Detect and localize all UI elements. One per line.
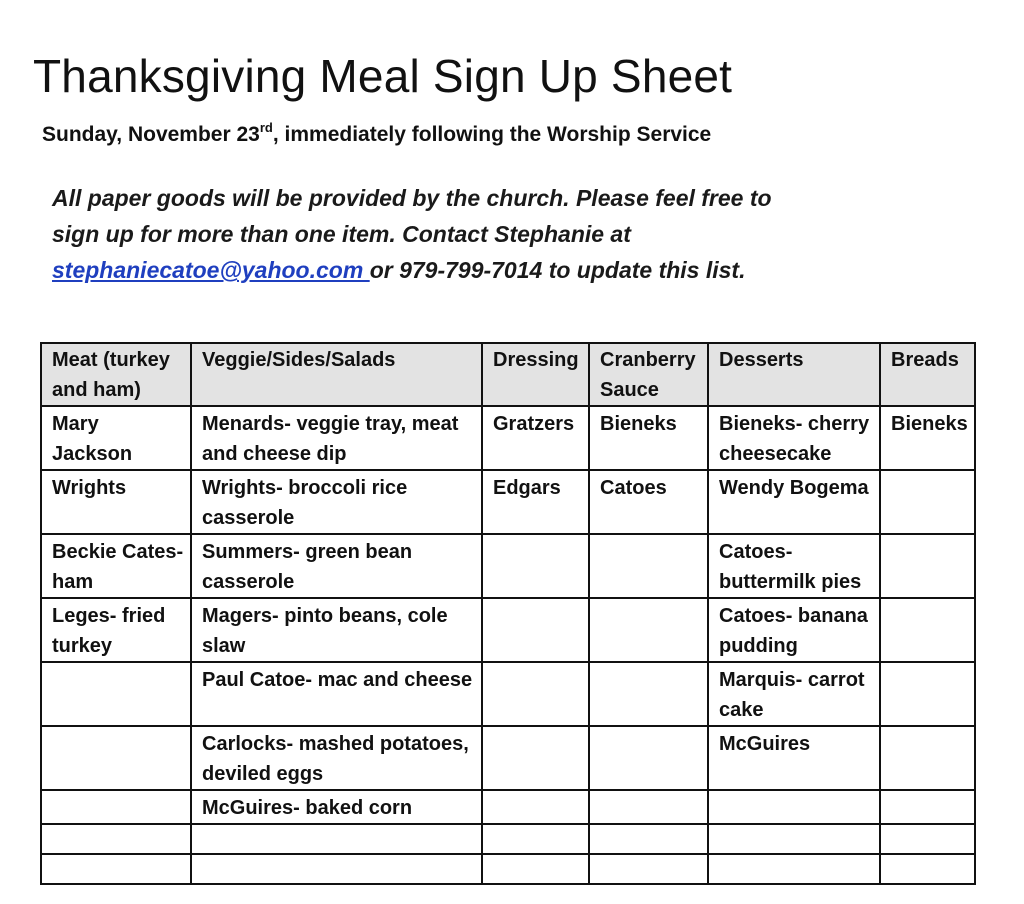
table-cell[interactable] xyxy=(41,662,191,726)
table-cell[interactable]: Bieneks xyxy=(589,406,708,470)
table-cell[interactable]: Catoes xyxy=(589,470,708,534)
table-row xyxy=(41,598,975,662)
table-cell[interactable]: Marquis- carrot cake xyxy=(708,662,880,726)
column-header-sides: Veggie/Sides/Salads xyxy=(191,343,482,406)
table-cell[interactable]: McGuires- baked corn xyxy=(191,790,482,824)
column-header-meat: Meat (turkey and ham) xyxy=(41,343,191,406)
note-line-1: All paper goods will be provided by the church. Please feel free to xyxy=(52,185,772,211)
table-cell[interactable] xyxy=(708,854,880,884)
table-cell[interactable]: Catoes- banana pudding xyxy=(708,598,880,662)
signup-table xyxy=(40,342,976,885)
table-cell[interactable]: Mary Jackson xyxy=(41,406,191,470)
table-cell[interactable]: Menards- veggie tray, meat and cheese dip xyxy=(191,406,482,470)
column-header-desserts: Desserts xyxy=(708,343,880,406)
table-cell[interactable] xyxy=(191,824,482,854)
table-cell[interactable] xyxy=(589,662,708,726)
table-cell[interactable] xyxy=(191,854,482,884)
table-cell[interactable] xyxy=(880,534,975,598)
contact-email-link[interactable]: stephaniecatoe@yahoo.com xyxy=(52,257,370,283)
table-row xyxy=(41,824,975,854)
table-cell[interactable]: Paul Catoe- mac and cheese xyxy=(191,662,482,726)
table-cell[interactable] xyxy=(482,790,589,824)
table-cell[interactable] xyxy=(41,790,191,824)
table-cell[interactable]: Wrights xyxy=(41,470,191,534)
table-cell[interactable] xyxy=(880,470,975,534)
column-header-cranberry: Cranberry Sauce xyxy=(589,343,708,406)
table-cell[interactable] xyxy=(880,790,975,824)
table-cell[interactable] xyxy=(589,824,708,854)
table-cell[interactable] xyxy=(589,598,708,662)
table-cell[interactable] xyxy=(880,824,975,854)
table-cell[interactable]: Gratzers xyxy=(482,406,589,470)
table-cell[interactable] xyxy=(880,598,975,662)
table-row xyxy=(41,534,975,598)
column-header-breads: Breads xyxy=(880,343,975,406)
table-row xyxy=(41,470,975,534)
table-cell[interactable]: Beckie Cates- ham xyxy=(41,534,191,598)
table-cell[interactable] xyxy=(482,726,589,790)
table-cell[interactable] xyxy=(589,534,708,598)
table-cell[interactable]: Wendy Bogema xyxy=(708,470,880,534)
table-cell[interactable] xyxy=(880,726,975,790)
table-row xyxy=(41,662,975,726)
table-cell[interactable]: Carlocks- mashed potatoes, deviled eggs xyxy=(191,726,482,790)
table-cell[interactable] xyxy=(41,726,191,790)
table-cell[interactable]: Catoes- buttermilk pies xyxy=(708,534,880,598)
header-row xyxy=(41,343,975,406)
table-row xyxy=(41,854,975,884)
note-line-2: sign up for more than one item. Contact Stephanie at xyxy=(52,221,631,247)
table-cell[interactable] xyxy=(482,662,589,726)
contact-phone-text: or 979-799-7014 to update this list. xyxy=(369,257,746,283)
table-cell[interactable] xyxy=(589,790,708,824)
table-cell[interactable]: Edgars xyxy=(482,470,589,534)
instructions-note xyxy=(52,180,882,288)
table-cell[interactable]: Leges- fried turkey xyxy=(41,598,191,662)
table-cell[interactable] xyxy=(589,726,708,790)
date-ordinal-suffix: rd xyxy=(259,120,273,135)
table-cell[interactable] xyxy=(708,790,880,824)
table-cell[interactable]: Magers- pinto beans, cole slaw xyxy=(191,598,482,662)
table-cell[interactable]: McGuires xyxy=(708,726,880,790)
table-cell[interactable]: Summers- green bean casserole xyxy=(191,534,482,598)
table-cell[interactable] xyxy=(880,854,975,884)
table-row xyxy=(41,726,975,790)
table-cell[interactable]: Wrights- broccoli rice casserole xyxy=(191,470,482,534)
page-title: Thanksgiving Meal Sign Up Sheet xyxy=(33,50,733,102)
table-cell[interactable]: Bieneks- cherry cheesecake xyxy=(708,406,880,470)
table-row xyxy=(41,790,975,824)
table-cell[interactable] xyxy=(482,824,589,854)
table-cell[interactable] xyxy=(482,598,589,662)
table-cell[interactable] xyxy=(482,854,589,884)
table-cell[interactable] xyxy=(41,854,191,884)
event-date-text: Sunday, November 23 xyxy=(42,123,260,146)
table-row xyxy=(41,406,975,470)
table-cell[interactable] xyxy=(589,854,708,884)
table-cell[interactable]: Bieneks xyxy=(880,406,975,470)
note-line-3 xyxy=(52,252,882,288)
column-header-dressing: Dressing xyxy=(482,343,589,406)
table-cell[interactable] xyxy=(708,824,880,854)
event-date-line xyxy=(42,120,711,150)
table-cell[interactable] xyxy=(41,824,191,854)
table-cell[interactable] xyxy=(482,534,589,598)
table-cell[interactable] xyxy=(880,662,975,726)
event-time-text: , immediately following the Worship Service xyxy=(272,123,712,146)
